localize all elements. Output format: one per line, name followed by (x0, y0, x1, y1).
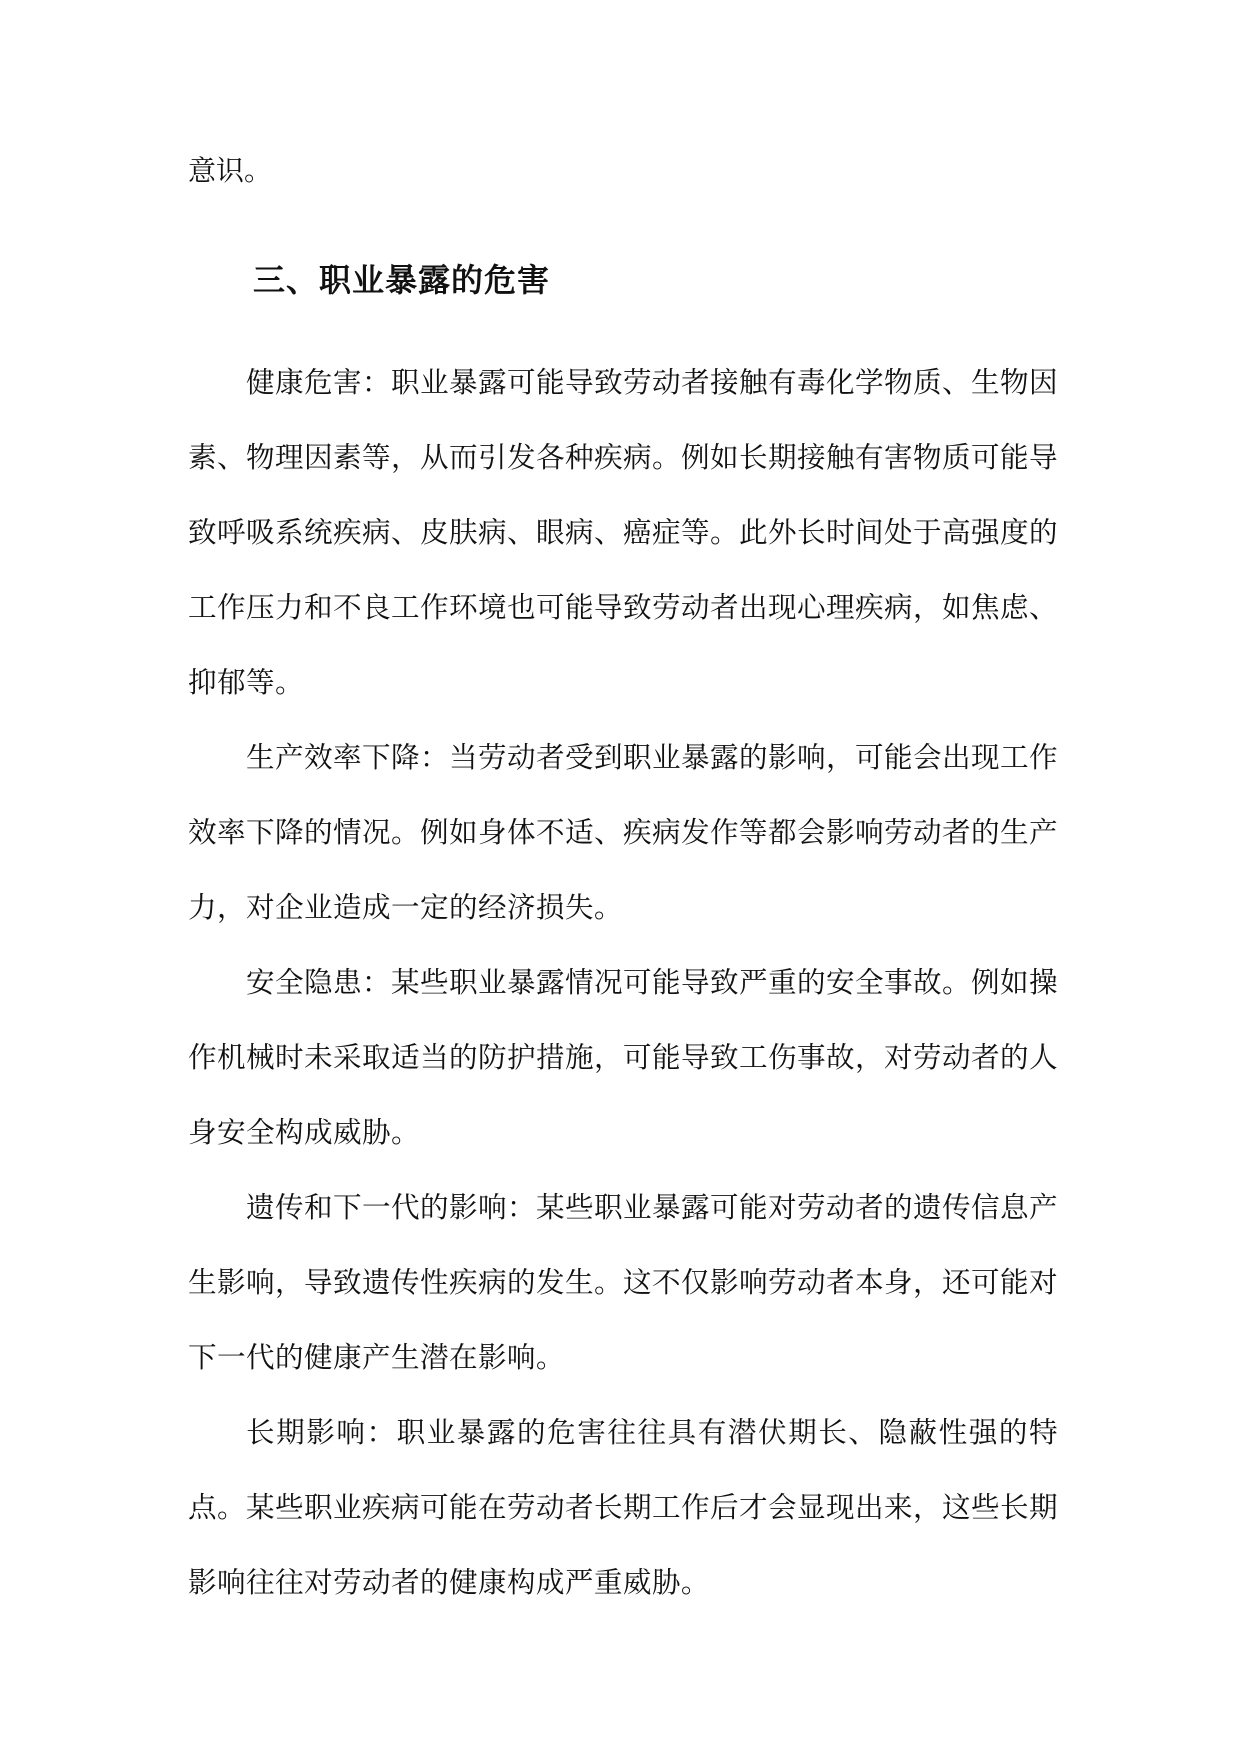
section-heading: 三、职业暴露的危害 (253, 261, 551, 299)
paragraph-safety: 安全隐患：某些职业暴露情况可能导致严重的安全事故。例如操作机械时未采取适当的防护措施，可能导致工伤事故，对劳动者的人身安全构成威胁。 (188, 965, 1058, 1149)
paragraph-long-term: 长期影响：职业暴露的危害往往具有潜伏期长、隐蔽性强的特点。某些职业疾病可能在劳动者长期工作后才会显现出来，这些长期影响往往对劳动者的健康构成严重威胁。 (188, 1415, 1058, 1599)
paragraph-health-hazard: 健康危害：职业暴露可能导致劳动者接触有毒化学物质、生物因素、物理因素等，从而引发各种疾病。例如长期接触有害物质可能导致呼吸系统疾病、皮肤病、眼病、癌症等。此外长时间处于高强度的工作压力和不良工作环境也可能导致劳动者出现心理疾病，如焦虑、抑郁等。 (188, 365, 1058, 699)
section-body (188, 345, 1058, 1620)
paragraph-heredity: 遗传和下一代的影响：某些职业暴露可能对劳动者的遗传信息产生影响，导致遗传性疾病的发生。这不仅影响劳动者本身，还可能对下一代的健康产生潜在影响。 (188, 1190, 1058, 1374)
paragraph-productivity: 生产效率下降：当劳动者受到职业暴露的影响，可能会出现工作效率下降的情况。例如身体不适、疾病发作等都会影响劳动者的生产力，对企业造成一定的经济损失。 (188, 740, 1058, 924)
continuation-text: 意识。 (188, 154, 273, 187)
